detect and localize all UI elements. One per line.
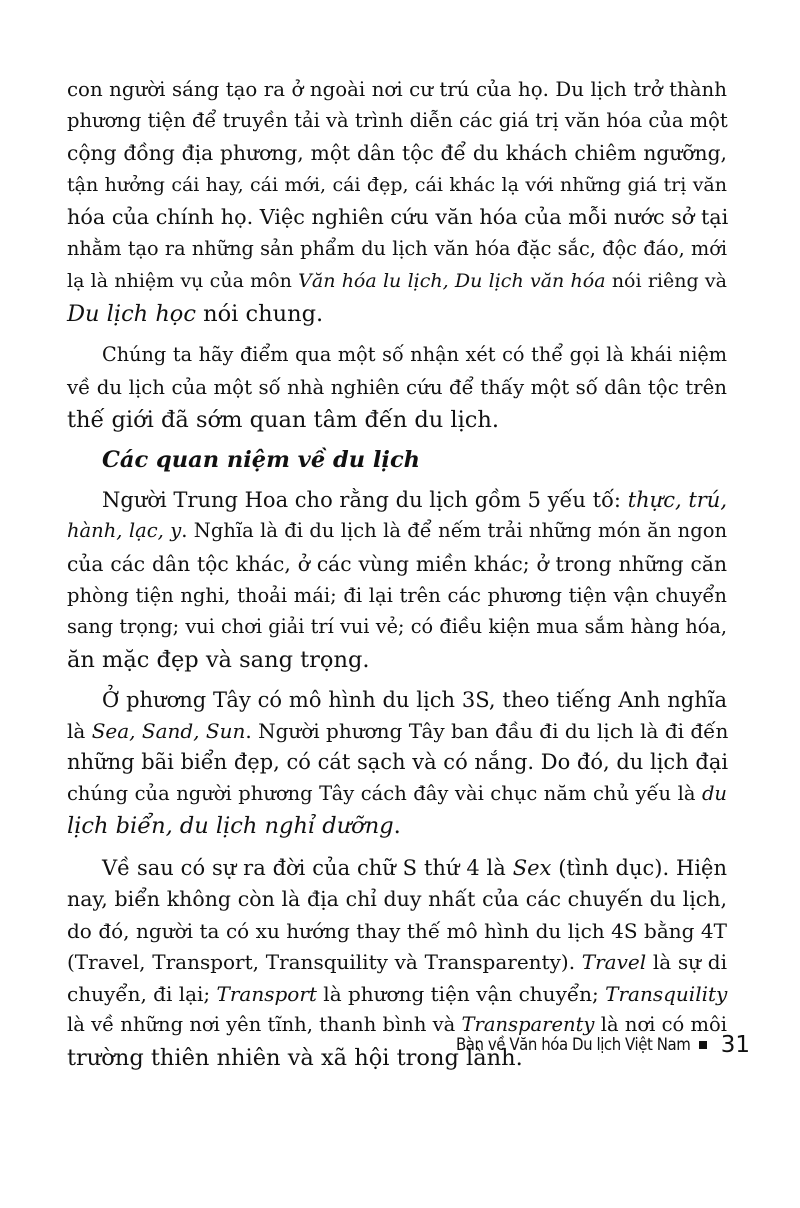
italic-phrase: Sea, Sand, Sun <box>91 719 246 743</box>
text-line <box>67 176 727 195</box>
text-line <box>67 649 727 672</box>
text-line <box>102 345 727 364</box>
text-line <box>67 554 727 574</box>
text-run: Ở phương Tây có mô hình du lịch 3S, theo tiếng Anh nghĩa <box>102 688 727 712</box>
text-line <box>67 111 727 131</box>
text-line <box>67 721 727 741</box>
text-line <box>102 690 727 711</box>
italic-phrase: lịch biển, du lịch nghỉ dưỡng <box>67 813 394 839</box>
italic-phrase: du <box>701 782 727 805</box>
italic-phrase: Văn hóa lu lịch, Du lịch văn hóa <box>298 270 606 292</box>
italic-phrase: Du lịch học <box>67 301 196 327</box>
text-run: phương tiện để truyền tải và trình diễn các giá trị văn hóa của một <box>67 109 728 132</box>
text-run: chúng của người phương Tây cách đây vài chục năm chủ yếu là <box>67 782 702 805</box>
text-run: nay, biển không còn là địa chỉ duy nhất của các chuyến du lịch, <box>67 887 727 911</box>
italic-phrase: Transport <box>216 982 317 1006</box>
text-run: . <box>393 813 401 839</box>
text-run: lạ là nhiệm vụ của môn <box>67 270 299 292</box>
text-run: Chúng ta hãy điểm qua một số nhận xét có thể gọi là khái niệm <box>102 343 727 366</box>
italic-phrase: Sex <box>512 856 552 880</box>
text-run: thế giới đã sớm quan tâm đến du lịch. <box>67 407 500 433</box>
text-run: tận hưởng cái hay, cái mới, cái đẹp, cái khác lạ với những giá trị văn <box>67 174 727 196</box>
text-run: con người sáng tạo ra ở ngoài nơi cư trú của họ. Du lịch trở thành <box>67 78 727 101</box>
footer-square-icon <box>699 1041 707 1049</box>
text-line <box>67 239 727 258</box>
italic-phrase: Transparenty <box>461 1013 595 1036</box>
text-line <box>67 952 727 972</box>
text-run: ăn mặc đẹp và sang trọng. <box>67 647 370 673</box>
section-heading <box>102 449 762 472</box>
text-run: về du lịch của một số nhà nghiên cứu để thấy một số dân tộc trên <box>67 376 727 399</box>
text-line <box>67 752 727 773</box>
page-number: 31 <box>720 1032 750 1058</box>
text-line <box>67 303 727 326</box>
text-run: phòng tiện nghi, thoải mái; đi lại trên các phương tiện vận chuyển <box>67 584 727 607</box>
text-run: (Travel, Transport, Transquility và Transparenty). <box>67 950 582 974</box>
footer-book-title: Bàn về Văn hóa Du lịch Việt Nam <box>456 1035 691 1055</box>
text-line <box>67 815 727 838</box>
text-line <box>67 272 727 291</box>
italic-phrase: Travel <box>581 950 647 974</box>
italic-phrase: hành, lạc, y <box>67 519 182 542</box>
text-line <box>67 409 727 432</box>
text-run: là phương tiện vận chuyển; <box>316 982 606 1006</box>
text-line <box>67 617 727 636</box>
text-line <box>67 984 727 1004</box>
text-run: . Nghĩa là đi du lịch là để nếm trải những món ăn ngon <box>181 519 727 542</box>
text-run: của các dân tộc khác, ở các vùng miền khác; ở trong những căn <box>67 552 727 576</box>
running-footer <box>420 1032 750 1058</box>
text-line <box>67 784 727 804</box>
text-line <box>67 378 727 398</box>
text-line <box>102 858 727 879</box>
text-run: là nơi có môi <box>594 1013 727 1036</box>
text-run: hóa của chính họ. Việc nghiên cứu văn hóa của mỗi nước sở tại <box>67 205 729 229</box>
text-run: Các quan niệm về du lịch <box>102 447 421 473</box>
text-line <box>67 521 727 541</box>
text-run: do đó, người ta có xu hướng thay thế mô hình du lịch 4S bằng 4T <box>67 919 727 943</box>
text-run: chuyển, đi lại; <box>67 982 217 1006</box>
italic-phrase: Transquility <box>605 982 728 1006</box>
text-run: sang trọng; vui chơi giải trí vui vẻ; có điều kiện mua sắm hàng hóa, <box>67 615 727 638</box>
text-line <box>67 207 727 228</box>
text-line <box>102 490 727 511</box>
text-run: nói chung. <box>195 301 324 327</box>
text-line <box>67 80 727 100</box>
text-run: là sự di <box>646 950 727 974</box>
text-run: nhằm tạo ra những sản phẩm du lịch văn hóa đặc sắc, độc đáo, mới <box>67 237 727 260</box>
text-line <box>67 889 727 910</box>
text-run: Người Trung Hoa cho rằng du lịch gồm 5 yếu tố: <box>102 488 628 512</box>
text-run: cộng đồng địa phương, một dân tộc để du khách chiêm ngưỡng, <box>67 141 727 165</box>
text-run: những bãi biển đẹp, có cát sạch và có nắng. Do đó, du lịch đại <box>67 750 729 774</box>
text-run: (tình dục). Hiện <box>551 856 727 880</box>
text-line <box>67 921 727 941</box>
italic-phrase: thực, trú, <box>627 488 727 512</box>
text-run: là <box>67 719 92 743</box>
text-run: là về những nơi yên tĩnh, thanh bình và <box>67 1013 462 1036</box>
text-run: Về sau có sự ra đời của chữ S thứ 4 là <box>102 856 513 880</box>
text-line <box>67 586 727 606</box>
text-run: nói riêng và <box>605 270 727 292</box>
text-run: . Người phương Tây ban đầu đi du lịch là đi đến <box>245 719 729 743</box>
text-line <box>67 143 727 163</box>
text-run: trường thiên nhiên và xã hội trong lành. <box>67 1045 523 1071</box>
